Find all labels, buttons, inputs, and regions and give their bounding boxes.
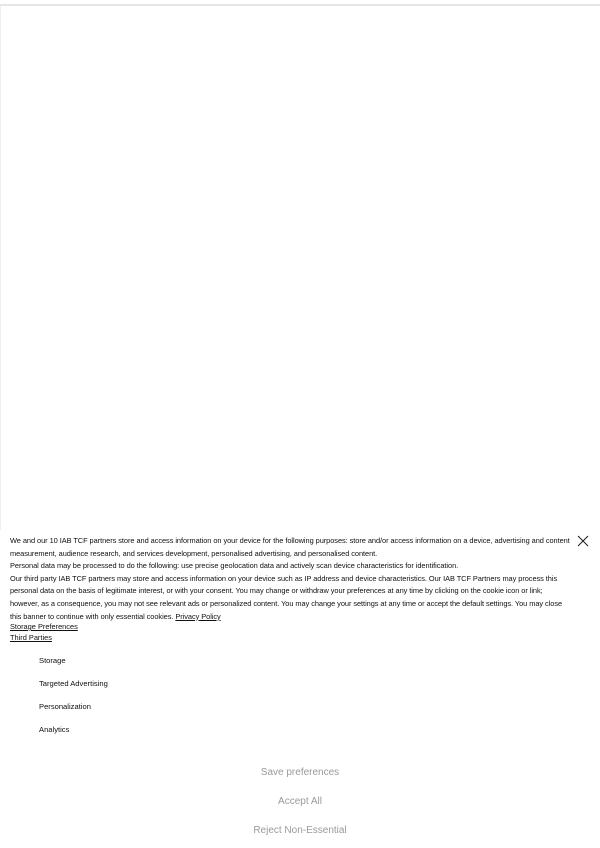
top-divider [0,4,600,6]
cookie-consent-banner [0,530,600,848]
preference-list [39,656,108,748]
consent-actions [0,758,600,845]
reject-non-essential-button[interactable]: Reject Non-Essential [253,816,346,845]
privacy-policy-link[interactable]: Privacy Policy [175,611,221,621]
consent-links [10,622,78,643]
preference-analytics[interactable]: Analytics [39,725,70,734]
consent-paragraph-partners-text: Our third party IAB TCF partners may store and access information on your device such as IP address and device characteristics. Our IAB TCF Partners may process this personal data on the basis of legitimate interest, or with your consent. You may change or withdraw your preferences at any time by clicking on the cookie icon or link; however, as a consequence, you may not see relevant ads or personalized content. You may change your settings at any time or accept the default settings. You may close this banner to continue with only essential cookies. [10,573,563,621]
storage-preferences-link[interactable]: Storage Preferences [10,622,78,631]
preference-storage[interactable]: Storage [39,656,66,665]
consent-paragraph-purposes: We and our 10 IAB TCF partners store and access information on your device for the following purposes: store and/or access information on a device, advertising and content measurement, audience research, and services development, personalised advertising, and personalised content. [10,536,570,558]
save-preferences-button[interactable]: Save preferences [261,758,339,787]
consent-paragraph-personal-data: Personal data may be processed to do the following: use precise geolocation data and actively scan device characteristics for identification. [10,561,459,571]
accept-all-button[interactable]: Accept All [278,787,322,816]
left-divider [0,6,1,530]
preference-targeted-advertising[interactable]: Targeted Advertising [39,679,108,688]
close-icon [577,535,589,547]
close-button[interactable] [577,535,589,547]
consent-paragraph-partners [10,573,570,623]
third-parties-link[interactable]: Third Parties [10,632,52,642]
consent-text [10,535,570,623]
preference-personalization[interactable]: Personalization [39,702,91,711]
